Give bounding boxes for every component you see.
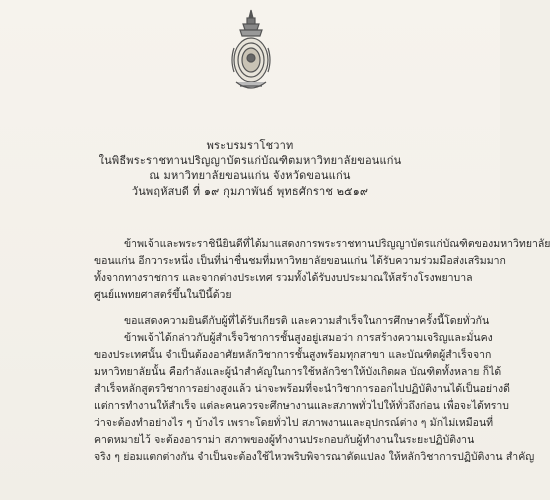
speech-title: พระบรมราโชวาท: [206, 139, 294, 152]
body-line: ทั้งจากทางราชการ และจากต่างประเทศ รวมทั้งได้รับงบประมาณให้สร้างโรงพยาบาล: [94, 272, 473, 284]
body-line: ขอแสดงความยินดีกับผู้ที่ได้รับเกียรติ และความสำเร็จในการศึกษาครั้งนี้โดยทั่วกัน: [124, 315, 490, 327]
body-line: ข้าพเจ้าและพระราชินียินดีที่ได้มาแสดงการพระราชทานปริญญาบัตรแก่บัณฑิตของมหาวิทยาลัย: [124, 238, 550, 250]
royal-emblem-icon: [226, 8, 276, 96]
body-line: ศูนย์แพทยศาสตร์ขึ้นในปีนี้ด้วย: [94, 289, 232, 301]
body-line: มหาวิทยาลัยนั้น คือกำลังและผู้นำสำคัญในการใช้หลักวิชาให้บังเกิดผล บัณฑิตทั้งหลาย ก็ได้: [94, 366, 502, 378]
ceremony-line: ในพิธีพระราชทานปริญญาบัตรแก่บัณฑิตมหาวิทยาลัยขอนแก่น: [98, 154, 402, 167]
body-line: สำเร็จหลักสูตรวิชาการอย่างสูงแล้ว น่าจะพร้อมที่จะนำวิชาการออกไปปฏิบัติงานได้เป็นอย่างดี: [94, 383, 510, 395]
date-line: วันพฤหัสบดี ที่ ๑๙ กุมภาพันธ์ พุทธศักราช ๒๕๑๙: [131, 185, 369, 198]
location-line: ณ มหาวิทยาลัยขอนแก่น จังหวัดขอนแก่น: [149, 169, 351, 182]
body-line: แต่การทำงานให้สำเร็จ แต่ละคนควรจะศึกษางานและสภาพทั่วไปให้ทั่วถึงก่อน เพื่อจะได้ทราบ: [94, 400, 509, 412]
body-line: คาดหมายไว้ จะต้องอาราม่า สภาพของผู้ทำงานประกอบกับผู้ทำงานในระยะปฏิบัติงาน: [94, 434, 475, 446]
body-line: จริง ๆ ย่อมแตกต่างกัน จำเป็นจะต้องใช้ไหวพริบพิจารณาดัดแปลง ให้หลักวิชาการปฏิบัติงาน สำคัญ: [94, 451, 535, 463]
body-line: ของประเทศนั้น จำเป็นต้องอาศัยหลักวิชาการชั้นสูงพร้อมทุกสาขา และบัณฑิตผู้สำเร็จจาก: [94, 349, 492, 361]
body-line: ขอนแก่น อีกวาระหนึ่ง เป็นที่น่าชื่นชมที่มหาวิทยาลัยขอนแก่น ได้รับความร่วมมือส่งเสริมมาก: [94, 255, 506, 267]
body-line: ข้าพเจ้าได้กล่าวกับผู้สำเร็จวิชาการชั้นสูงอยู่เสมอว่า การสร้างความเจริญและมั่นคง: [124, 332, 493, 344]
body-line: ว่าจะต้องทำอย่างไร ๆ บ้างไร เพราะโดยทั่วไป สภาพงานและอุปกรณ์ต่าง ๆ มักไม่เหมือนที่: [94, 417, 494, 429]
